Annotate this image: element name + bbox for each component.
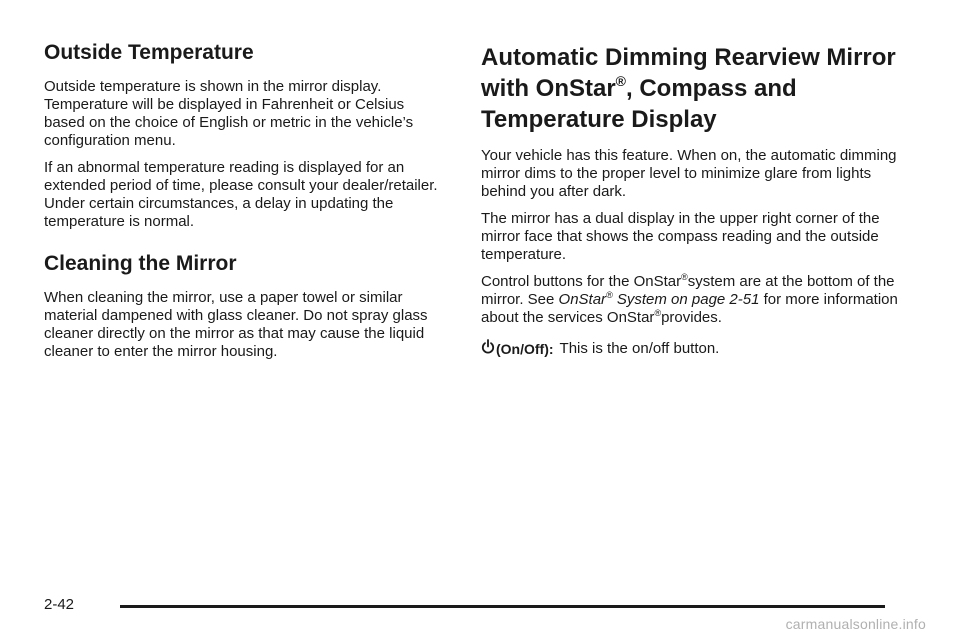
- power-icon: [481, 339, 495, 355]
- watermark-text: carmanualsonline.info: [785, 616, 926, 632]
- registered-mark-2: ®: [654, 308, 662, 318]
- dimming-mirror-paragraph-1: Your vehicle has this feature. When on, the automatic dimming mirror dims to the proper level to minimize glare from lights behind you after dark.: [481, 147, 897, 200]
- link-text-b: System on page 2-51: [612, 291, 760, 308]
- heading-text-part-2: , Compass and Temperature Display: [481, 75, 797, 133]
- left-column: [44, 40, 444, 361]
- cleaning-mirror-paragraph: When cleaning the mirror, use a paper towel or similar material dampened with glass cleaner. Do not spray glass cleaner directly on the mirror as that may cause the liquid cleaner to enter the mirror housing.: [44, 289, 428, 360]
- right-column: [481, 42, 901, 358]
- dimming-mirror-paragraph-2: The mirror has a dual display in the upper right corner of the mirror face that shows the compass reading and the outside temperature.: [481, 210, 880, 263]
- link-registered-mark: ®: [606, 290, 613, 300]
- p3-text-c: for more information about the services OnStar: [481, 291, 898, 326]
- outside-temperature-heading: Outside Temperature: [44, 41, 254, 64]
- outside-temperature-paragraph-2: If an abnormal temperature reading is displayed for an extended period of time, please consult your dealer/retailer. Under certain circumstances, a delay in updating the temperature is normal.: [44, 159, 438, 230]
- dimming-mirror-heading: [481, 42, 901, 135]
- p3-text-a: Control buttons for the OnStar: [481, 273, 682, 290]
- heading-text-part-1: Automatic Dimming Rearview Mirror with OnStar: [481, 44, 896, 102]
- registered-mark: ®: [681, 272, 688, 282]
- p3-text-d: provides.: [661, 309, 722, 326]
- on-off-description: [481, 339, 901, 358]
- link-text-a: OnStar: [558, 291, 607, 308]
- on-off-label: (On/Off):: [496, 341, 554, 357]
- p3-text-b: system are at the bottom of the mirror. See: [481, 273, 895, 308]
- footer-divider: [120, 605, 885, 608]
- page-number: 2-42: [44, 596, 75, 613]
- cleaning-mirror-heading: Cleaning the Mirror: [44, 252, 237, 275]
- outside-temperature-paragraph-1: Outside temperature is shown in the mirror display. Temperature will be displayed in Fahrenheit or Celsius based on the choice of English or metric in the vehicle’s configuration menu.: [44, 78, 414, 149]
- onstar-page-reference-link[interactable]: [559, 291, 760, 308]
- on-off-text: This is the on/off button.: [559, 340, 720, 357]
- dimming-mirror-paragraph-3: [481, 273, 901, 327]
- heading-registered-mark: ®: [615, 73, 626, 89]
